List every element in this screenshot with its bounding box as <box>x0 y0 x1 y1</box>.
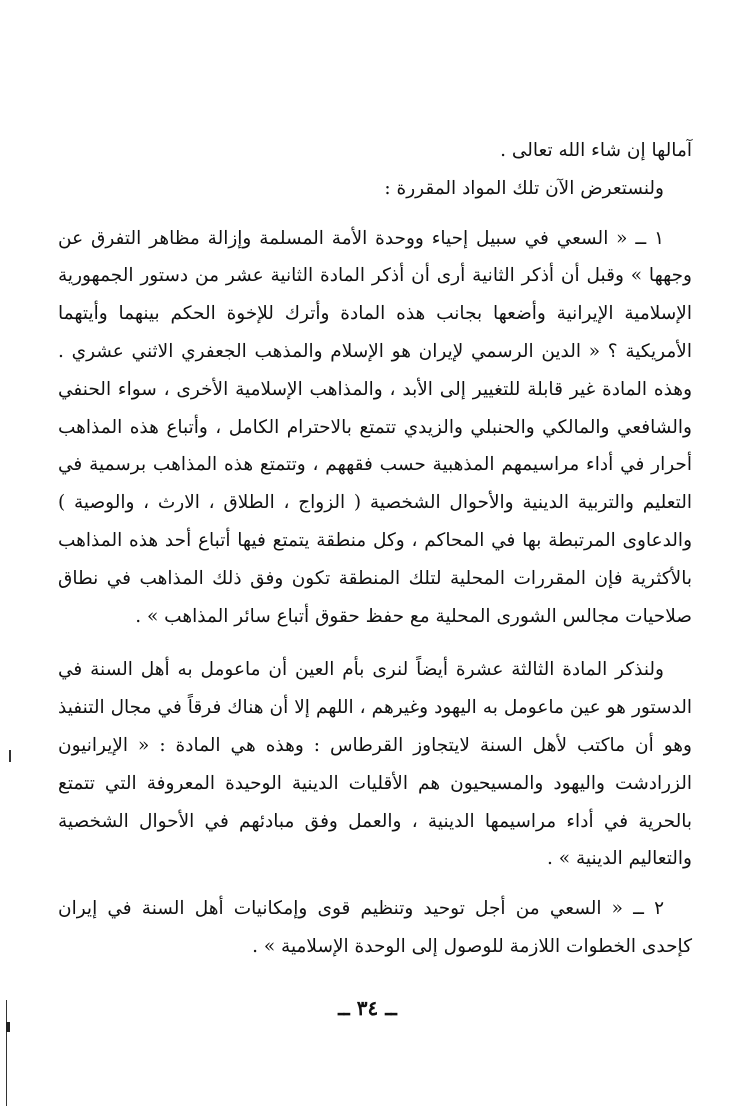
item-1-paragraph: ١ ــ « السعي في سبيل إحياء ووحدة الأمة المسلمة وإزالة مظاهر التفرق عن وجهها » وقبل أن أذكر الثانية أرى أن أذكر المادة الثانية عشر من دستور الجمهورية الإسلامية الإيرانية وأضعها بجانب هذه المادة وأترك للإخوة الحكم بينهما وأيتهما الأمريكية ؟ « الدين الرسمي لإيران هو الإسلام والمذهب الجعفري الاثني عشري . وهذه المادة غير قابلة للتغيير إلى الأبد ، والمذاهب الإسلامية الأخرى ، سواء الحنفي والشافعي والمالكي والحنبلي والزيدي تتمتع بالاحترام الكامل ، وأتباع هذه المذاهب أحرار في أداء مراسيمهم المذهبية حسب فقههم ، وتتمتع هذه المذاهب برسمية في التعليم والتربية الدينية والأحوال الشخصية ( الزواج ، الطلاق ، الارث ، والوصية ) والدعاوى المرتبطة بها في المحاكم ، وكل منطقة يتمتع فيها أتباع أحد هذه المذاهب بالأكثرية فإن المقررات المحلية لتلك المنطقة تكون وفق ذلك المذاهب في نطاق صلاحيات مجالس الشورى المحلية مع حفظ حقوق أتباع سائر المذاهب » . <box>58 227 692 627</box>
margin-mark <box>9 750 11 762</box>
binding-edge-tick <box>6 1022 10 1032</box>
intro-line: آمالها إن شاء الله تعالى . <box>500 140 692 161</box>
body-text <box>58 132 692 966</box>
review-line: ولنستعرض الآن تلك المواد المقررة : <box>384 177 664 199</box>
article-13-paragraph: ولنذكر المادة الثالثة عشرة أيضاً لنرى بأم العين أن ماعومل به أهل السنة في الدستور هو عين ماعومل به اليهود وغيرهم ، اللهم إلا أن هناك فرقاً في مجال التنفيذ وهو أن ماكتب لأهل السنة لايتجاوز القرطاس : وهذه هي المادة : « الإيرانيون الزرادشت واليهود والمسيحيون هم الأقليات الدينية الوحيدة المعروفة التي تتمتع بالحرية في أداء مراسيمها الدينية ، والعمل وفق مبادئهم في الأحوال الشخصية والتعاليم الدينية » . <box>58 659 692 870</box>
item-2-paragraph: ٢ ــ « السعي من أجل توحيد وتنظيم قوى وإمكانيات أهل السنة في إيران كإحدى الخطوات اللازمة للوصول إلى الوحدة الإسلامية » . <box>58 898 692 957</box>
binding-edge-line <box>6 1000 7 1106</box>
page-number: ــ ٣٤ ــ <box>338 996 397 1020</box>
